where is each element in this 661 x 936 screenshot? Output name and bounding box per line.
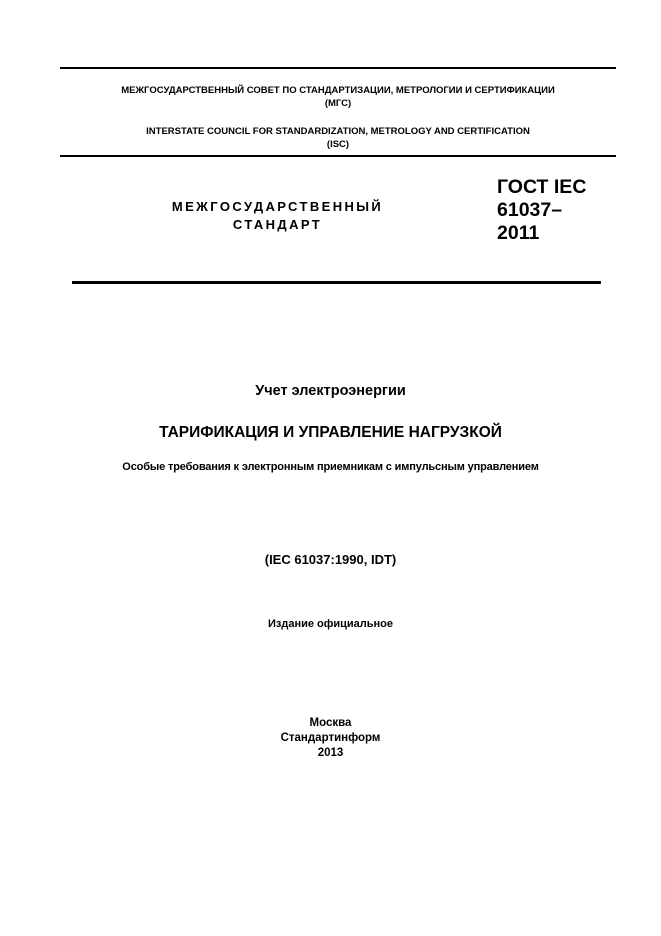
title-block-divider xyxy=(72,281,601,284)
council-ru-block xyxy=(60,84,616,110)
imprint-year: 2013 xyxy=(317,747,344,759)
council-ru-abbr: (МГС) xyxy=(324,98,352,109)
document-subtitle: Особые требования к электронным приемникам с импульсным управлением xyxy=(122,461,539,473)
header-divider xyxy=(60,155,616,157)
imprint xyxy=(0,716,661,761)
standard-kind-line1: МЕЖГОСУДАРСТВЕННЫЙ xyxy=(171,199,384,214)
standard-number-line2: 61037– xyxy=(497,199,563,221)
council-ru-name: МЕЖГОСУДАРСТВЕННЫЙ СОВЕТ ПО СТАНДАРТИЗАЦИИ, МЕТРОЛОГИИ И СЕРТИФИКАЦИИ xyxy=(121,85,555,96)
council-en-name: INTERSTATE COUNCIL FOR STANDARDIZATION, METROLOGY AND CERTIFICATION xyxy=(146,126,530,137)
standard-number-line3: 2011 xyxy=(497,222,540,244)
council-en-block xyxy=(60,125,616,151)
standard-number xyxy=(497,176,612,245)
document-topic: Учет электроэнергии xyxy=(255,383,406,399)
standard-kind xyxy=(150,198,405,234)
standard-kind-line2: СТАНДАРТ xyxy=(232,217,323,232)
standard-number-line1: ГОСТ IEC xyxy=(497,176,587,198)
top-rule xyxy=(60,67,616,69)
council-en-abbr: (ISC) xyxy=(326,139,350,150)
iec-reference: (IEC 61037:1990, IDT) xyxy=(264,552,397,567)
imprint-city: Москва xyxy=(309,717,352,729)
imprint-publisher: Стандартинформ xyxy=(280,732,381,744)
edition-label: Издание официальное xyxy=(267,618,394,630)
document-title: ТАРИФИКАЦИЯ И УПРАВЛЕНИЕ НАГРУЗКОЙ xyxy=(159,424,502,441)
